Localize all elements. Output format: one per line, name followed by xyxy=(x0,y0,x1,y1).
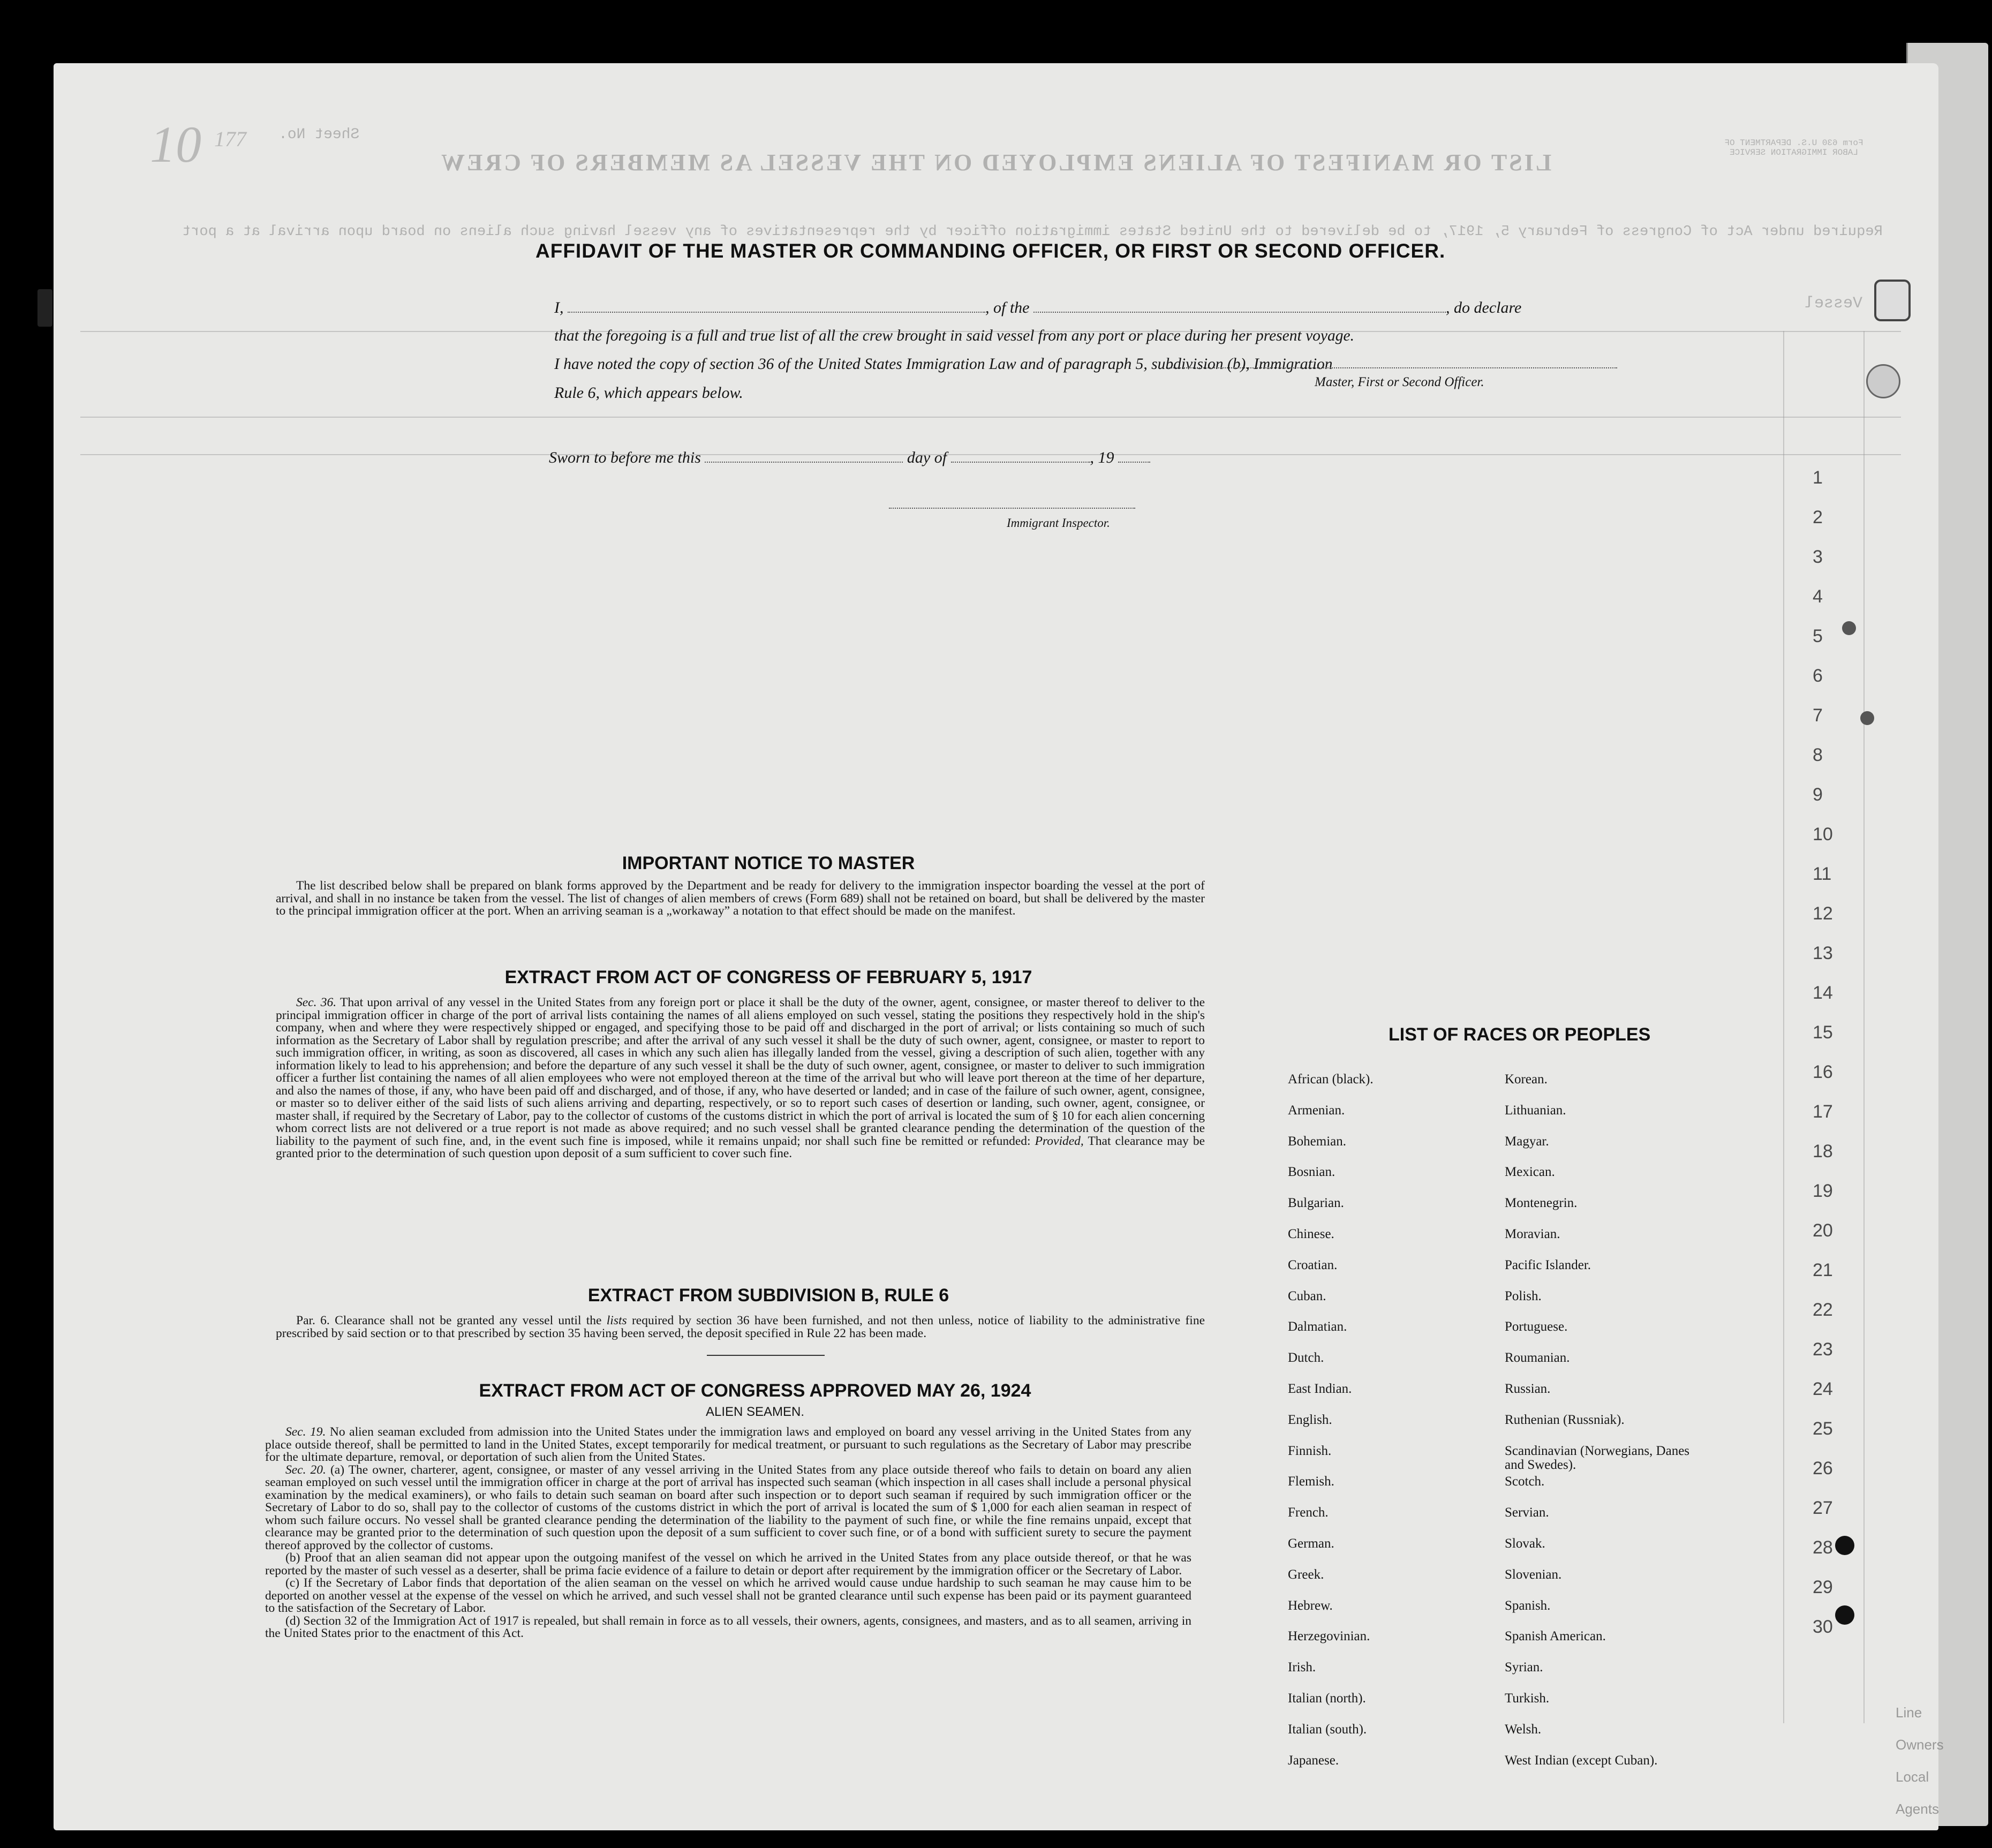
race-item: Moravian. xyxy=(1505,1227,1560,1241)
affidavit-line-3: I have noted the copy of section 36 of the United States Immigration Law and of paragraph 5, subdivision (b), Immigration xyxy=(554,356,1333,373)
signature-line[interactable] xyxy=(1167,367,1617,368)
ghost-form-info: Form 630 U.S. DEPARTMENT OF LABOR IMMIGRATION SERVICE xyxy=(1724,138,1863,157)
race-item: Roumanian. xyxy=(1505,1351,1570,1366)
race-item: Cuban. xyxy=(1288,1288,1326,1303)
race-item: Irish. xyxy=(1288,1660,1316,1675)
race-item: Armenian. xyxy=(1288,1103,1345,1118)
ghost-row-number: 10 xyxy=(1813,824,1833,844)
race-item: Herzegovinian. xyxy=(1288,1629,1370,1644)
ghost-row-number: 23 xyxy=(1813,1339,1833,1360)
ghost-row-number: 29 xyxy=(1813,1577,1833,1597)
sworn-month-field[interactable] xyxy=(951,462,1090,463)
race-item: Dalmatian. xyxy=(1288,1319,1347,1334)
race-item: East Indian. xyxy=(1288,1382,1352,1396)
race-item: Italian (north). xyxy=(1288,1691,1366,1706)
punch-hole xyxy=(1860,711,1874,725)
race-item: Welsh. xyxy=(1505,1722,1542,1737)
rule6-start: Par. 6. Clearance shall not be granted any vessel until the xyxy=(296,1314,602,1327)
sec20-label: Sec. 20. xyxy=(285,1462,326,1477)
sec36-text: That upon arrival of any vessel in the United States from any foreign port or place it shall be the duty of the owner, agent, consignee, or master thereof to deliver to the principal immigration officer in charge of the port of arrival lists containing the names of all aliens employed on such vessel, stating the positions they respectively hold in the ship's company, when and where they were respectively shipped or engaged, and specifying those to be paid off and discharged in the port of arrival; or lists containing so much of such information as the Secretary of Labor shall by regulation prescribe; and after the arrival of any such vessel it shall be the duty of such owner, agent, consignee, or master to report to such immigration officer, in writing, as soon as discovered, all cases in which any such alien has illegally landed from the vessel, giving a description of such alien, together with any information likely to lead to his apprehension; and before the departure of any such vessel it shall be the duty of such owner, agent, consignee, or master to deliver to such immigration officer a further list containing the names of all alien employees who were not employed thereon at the time of the arrival but who will leave port thereon at the time of her departure, and also the names of those, if any, who have been paid off and discharged, and of those, if any, who have deserted or landed; and in case of the failure of such owner, agent, consignee, or master so to deliver either of the said lists of such aliens arriving and departing, respectively, or so to report such cases of desertion or landing, such owner, agent, consignee, or master shall, if required by the Secretary of Labor, pay to the collector of customs of the customs district in which the port of arrival is located the sum of § 10 for each alien concerning whom correct lists are not delivered or a true report is not made as above required; and no such vessel shall be granted clearance pending the determination of the question of the liability to the payment of such fine, and, in the event such fine is imposed, while it remains unpaid; nor shall such fine be remitted or refunded: xyxy=(276,995,1205,1148)
notice-body: The list described below shall be prepared on blank forms approved by the Department and be ready for delivery to the immigration inspector boarding the vessel at the port of arrival, and shall in no instance be taken from the vessel. The list of changes of alien members of crews (Form 689) shall not be retained on board, but shall be delivered by the master to the principal immigration officer at the port. When an arriving seaman is a „workaway” a notation to that effect should be made on the manifest. xyxy=(276,879,1205,918)
race-item: African (black). xyxy=(1288,1072,1374,1087)
ghost-row-number: 1 xyxy=(1813,467,1823,488)
rule6-end: required by section 36 have been furnished, and not then unless, notice of liability to the administrative fine prescribed by said section or to that prescribed by section 35 having been served, the deposit specified in Rule 22 has been made. xyxy=(276,1314,1205,1340)
race-item: Bosnian. xyxy=(1288,1165,1335,1180)
left-edge-mark xyxy=(37,289,52,327)
race-item: Scotch. xyxy=(1505,1474,1545,1489)
punch-hole xyxy=(1842,621,1856,635)
notice-title: IMPORTANT NOTICE TO MASTER xyxy=(622,853,915,873)
officer-name-field[interactable] xyxy=(568,312,985,313)
ghost-row-number: 4 xyxy=(1813,586,1823,607)
race-item: Lithuanian. xyxy=(1505,1103,1566,1118)
race-item: Italian (south). xyxy=(1288,1722,1367,1737)
ghost-row-number: 5 xyxy=(1813,626,1823,646)
sworn-label: Sworn to before me this xyxy=(549,449,701,466)
race-item: Pacific Islander. xyxy=(1505,1257,1591,1272)
race-item: Syrian. xyxy=(1505,1660,1543,1675)
ghost-row-number: 27 xyxy=(1813,1498,1833,1518)
race-item: Servian. xyxy=(1505,1505,1549,1520)
binding-rivet xyxy=(1866,364,1900,398)
divider-rule xyxy=(707,1355,825,1356)
race-item: Bohemian. xyxy=(1288,1134,1347,1149)
sworn-day-of: day of xyxy=(907,449,947,466)
race-item: Hebrew. xyxy=(1288,1598,1333,1613)
race-item: Finnish. xyxy=(1288,1443,1332,1458)
extract-1924-title: EXTRACT FROM ACT OF CONGRESS APPROVED MAY 26, 1924 xyxy=(479,1381,1031,1401)
race-item: Spanish American. xyxy=(1505,1629,1606,1644)
race-item: West Indian (except Cuban). xyxy=(1505,1753,1658,1768)
sec19-label: Sec. 19. xyxy=(285,1425,326,1439)
race-item: Slovak. xyxy=(1505,1536,1545,1551)
race-item: Dutch. xyxy=(1288,1351,1324,1366)
affidavit-i: I, xyxy=(554,299,564,316)
inspector-signature-line[interactable] xyxy=(889,508,1135,509)
race-item: Greek. xyxy=(1288,1567,1324,1582)
ghost-vessel-label: Vessel xyxy=(1805,295,1863,313)
ghost-row-number: 2 xyxy=(1813,507,1823,527)
races-title: LIST OF RACES OR PEOPLES xyxy=(1389,1024,1651,1045)
sec19-paragraph xyxy=(265,1426,1191,1464)
ghost-rule xyxy=(80,417,1901,418)
extract-1924-body xyxy=(265,1426,1191,1640)
ghost-row-number: 17 xyxy=(1813,1102,1833,1122)
ghost-row-number: 28 xyxy=(1813,1537,1833,1558)
ghost-row-number: 19 xyxy=(1813,1181,1833,1201)
race-item: Russian. xyxy=(1505,1382,1551,1396)
binding-clip xyxy=(1874,280,1911,321)
ghost-column-rule xyxy=(1863,331,1865,1723)
race-item: Flemish. xyxy=(1288,1474,1334,1489)
ghost-row-number: 20 xyxy=(1813,1220,1833,1241)
provided-word: Provided, xyxy=(1035,1134,1084,1148)
affidavit-line-2: that the foregoing is a full and true list of all the crew brought in said vessel from any port or place during her present voyage. xyxy=(554,327,1354,344)
race-item: Spanish. xyxy=(1505,1598,1551,1613)
affidavit-line-4: Rule 6, which appears below. xyxy=(554,384,743,402)
race-item: Bulgarian. xyxy=(1288,1196,1344,1211)
race-item: Polish. xyxy=(1505,1288,1542,1303)
ghost-row-number: 14 xyxy=(1813,983,1833,1003)
extract-1924-subtitle: ALIEN SEAMEN. xyxy=(705,1405,805,1419)
vessel-name-field[interactable] xyxy=(1033,312,1446,313)
race-item: Ruthenian (Russniak). xyxy=(1505,1412,1625,1427)
race-item: Portuguese. xyxy=(1505,1319,1568,1334)
race-item: German. xyxy=(1288,1536,1334,1551)
race-item: English. xyxy=(1288,1412,1332,1427)
ghost-footer-agents: Local Agents xyxy=(1896,1769,1939,1817)
inspector-label: Immigrant Inspector. xyxy=(1007,516,1110,530)
signature-label: Master, First or Second Officer. xyxy=(1315,375,1484,389)
sworn-day-field[interactable] xyxy=(705,462,903,463)
race-item: French. xyxy=(1288,1505,1329,1520)
extract-rule6-body xyxy=(276,1315,1205,1340)
handwritten-sheet-number: 10 xyxy=(150,116,201,173)
race-item: Montenegrin. xyxy=(1505,1196,1578,1211)
sworn-year-field[interactable] xyxy=(1118,462,1150,463)
sworn-line xyxy=(549,449,1150,467)
affidavit-declare: , do declare xyxy=(1446,299,1522,316)
ghost-row-number: 30 xyxy=(1813,1617,1833,1637)
ghost-row-number: 18 xyxy=(1813,1141,1833,1161)
sec20a-text: (a) The owner, charterer, agent, consignee, or master of any vessel arriving in the United States from any place outside thereof who fails to detain on board any alien seaman employed on such vessel until the immigration officer in charge at the port of arrival has inspected such seaman (which inspection in all cases shall include a personal physical examination by the medical examiners), or who fails to detain such seaman on board after such inspection or to deport such seaman if required by such immigration officer or the Secretary of Labor to do so, shall pay to the collector of customs of the customs district in which the port of arrival is located the sum of $ 1,000 for each alien seaman in respect of whom such failure occurs. No vessel shall be granted clearance pending the determination of the liability to the payment of such fine, or while the fine remains unpaid, except that clearance may be granted prior to the determination of such question upon the deposit of a sum sufficient to cover such fine, or of a bond with sufficient surety to secure the payment thereof approved by the collector of customs. xyxy=(265,1462,1191,1552)
ghost-column-rule xyxy=(1783,331,1784,1723)
affidavit-line-1 xyxy=(554,299,1521,317)
ghost-row-number: 16 xyxy=(1813,1062,1833,1082)
handwritten-page-number: 177 xyxy=(214,127,246,151)
sec36-end: That clearance may be granted prior to the determination of such question upon deposit of a sum sufficient to cover such fine. xyxy=(276,1134,1205,1160)
sworn-year: , 19 xyxy=(1090,449,1114,466)
ghost-required-note: Required under Act of Congress of February 5, 1917, to be delivered to the United States immigration officer by the representatives of any vessel having such aliens on board upon arrival at a port xyxy=(182,224,1883,240)
ghost-row-number: 15 xyxy=(1813,1022,1833,1043)
ghost-row-number: 25 xyxy=(1813,1419,1833,1439)
race-item: Mexican. xyxy=(1505,1165,1555,1180)
ghost-row-number: 12 xyxy=(1813,903,1833,924)
ghost-row-number: 7 xyxy=(1813,705,1823,726)
extract-1917-title: EXTRACT FROM ACT OF CONGRESS OF FEBRUARY 5, 1917 xyxy=(504,967,1032,987)
ghost-row-number: 6 xyxy=(1813,666,1823,686)
ghost-footer-owners: Owners xyxy=(1896,1737,1944,1753)
ghost-row-number: 22 xyxy=(1813,1300,1833,1320)
race-item: Chinese. xyxy=(1288,1227,1334,1241)
race-item: Korean. xyxy=(1505,1072,1548,1087)
ghost-row-number: 9 xyxy=(1813,785,1823,805)
sec20d-paragraph: (d) Section 32 of the Immigration Act of 1917 is repealed, but shall remain in force as to all vessels, their owners, agents, consignees, and masters, and as to all seamen, arriving in the United States prior to the enactment of this Act. xyxy=(265,1613,1191,1640)
race-item: Japanese. xyxy=(1288,1753,1339,1768)
lists-word: lists xyxy=(606,1314,627,1327)
race-item: Turkish. xyxy=(1505,1691,1550,1706)
sec20b-paragraph: (b) Proof that an alien seaman did not appear upon the outgoing manifest of the vessel on which he arrived in the United States from any place outside thereof, or that he was reported by the master of such vessel as a deserter, shall be prima facie evidence of a failure to detain or deport after requirement by the immigration officer or the Secretary of Labor. xyxy=(265,1551,1191,1578)
document-sheet xyxy=(54,63,1944,1830)
extract-rule6-title: EXTRACT FROM SUBDIVISION B, RULE 6 xyxy=(587,1285,949,1306)
punch-hole xyxy=(1835,1605,1854,1625)
ghost-row-number: 24 xyxy=(1813,1379,1833,1399)
ghost-row-number: 11 xyxy=(1813,864,1832,884)
punch-hole xyxy=(1835,1536,1854,1555)
ghost-row-number: 26 xyxy=(1813,1458,1833,1479)
extract-1917-body xyxy=(276,997,1205,1160)
ghost-row-number: 3 xyxy=(1813,547,1823,567)
ghost-footer-line: Line xyxy=(1896,1704,1922,1721)
race-item: Magyar. xyxy=(1505,1134,1549,1149)
ghost-row-number: 21 xyxy=(1813,1260,1833,1280)
affidavit-of-the: , of the xyxy=(985,299,1030,316)
race-item: Croatian. xyxy=(1288,1257,1338,1272)
ghost-sheet-no: Sheet No. xyxy=(278,126,360,143)
race-item: Scandinavian (Norwegians, Danes and Swedes). xyxy=(1505,1443,1690,1472)
sec19-text: No alien seaman excluded from admission into the United States under the immigration laws and employed on board any vessel arriving in the United States from any place outside thereof, shall be permitted to land in the United States, except temporarily for medical treatment, or pursuant to such regulations as the Secretary of Labor may prescribe for the ultimate departure, removal, or deportation of such alien from the United States. xyxy=(265,1425,1192,1464)
sec36-label: Sec. 36. xyxy=(296,995,337,1009)
ghost-title: LIST OR MANIFEST OF ALIENS EMPLOYED ON THE VESSEL AS MEMBERS OF CREW xyxy=(439,149,1552,176)
race-item: Slovenian. xyxy=(1505,1567,1562,1582)
ghost-row-number: 13 xyxy=(1813,943,1833,963)
sec20c-paragraph: (c) If the Secretary of Labor finds that deportation of the alien seaman on the vessel on which he arrived would cause undue hardship to such seaman he may cause him to be deported on another vessel at the expense of the vessel on which he arrived, and such vessel shall not be granted clearance until such expense has been paid or its payment guaranteed to the satisfaction of the Secretary of Labor. xyxy=(265,1576,1191,1615)
affidavit-title: AFFIDAVIT OF THE MASTER OR COMMANDING OFFICER, OR FIRST OR SECOND OFFICER. xyxy=(535,240,1446,262)
sec20a-paragraph xyxy=(265,1464,1191,1552)
ghost-footer xyxy=(1896,1696,1944,1825)
ghost-row-number: 8 xyxy=(1813,745,1823,765)
